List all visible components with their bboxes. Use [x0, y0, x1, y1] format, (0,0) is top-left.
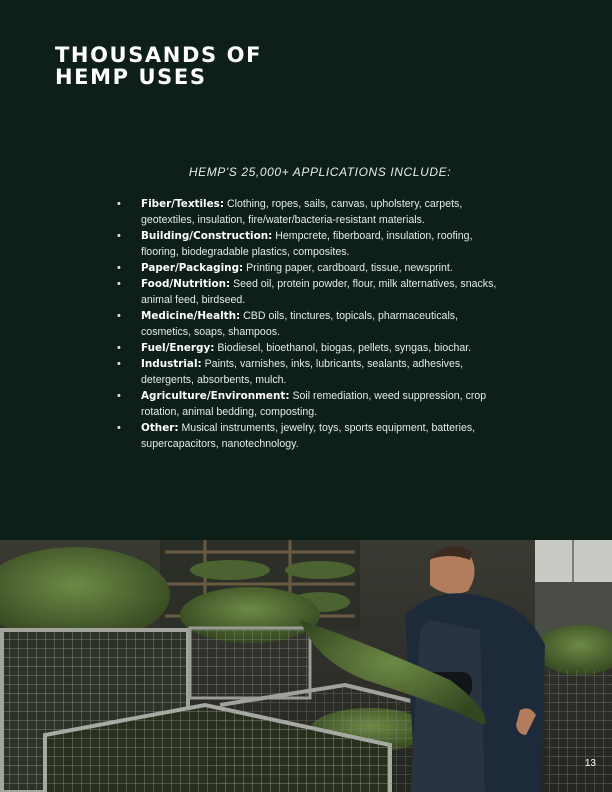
- item-label: Paper/Packaging:: [141, 262, 244, 274]
- list-item: [115, 276, 505, 308]
- item-text: Soil remediation, weed suppression, crop rotation, animal bedding, composting.: [141, 390, 487, 418]
- list-item: [115, 260, 505, 276]
- item-text: Clothing, ropes, sails, canvas, upholstery, carpets, geotextiles, insulation, fire/water/bacteria-resistant materials.: [141, 198, 463, 226]
- list-item: [115, 340, 505, 356]
- item-text: Musical instruments, jewelry, toys, sports equipment, batteries, supercapacitors, nanotechnology.: [141, 422, 476, 450]
- item-label: Medicine/Health:: [141, 310, 241, 322]
- item-text: Biodiesel, bioethanol, biogas, pellets, syngas, biochar.: [214, 342, 472, 354]
- list-item: [115, 388, 505, 420]
- item-text: Hempcrete, fiberboard, insulation, roofing, flooring, biodegradable plastics, composites.: [141, 230, 473, 258]
- item-label: Other:: [141, 422, 179, 434]
- item-label: Fiber/Textiles:: [141, 198, 224, 210]
- applications-list: [115, 196, 505, 452]
- list-item: [115, 228, 505, 260]
- item-text: CBD oils, tinctures, topicals, pharmaceuticals, cosmetics, soaps, shampoos.: [141, 310, 459, 338]
- list-item: [115, 356, 505, 388]
- item-text: Seed oil, protein powder, flour, milk alternatives, snacks, animal feed, birdseed.: [141, 278, 497, 306]
- list-item: [115, 196, 505, 228]
- hemp-harvest-photo: [0, 540, 612, 792]
- list-item: [115, 308, 505, 340]
- item-text: Paints, varnishes, inks, lubricants, sealants, adhesives, detergents, absorbents, mulch.: [141, 358, 464, 386]
- item-label: Building/Construction:: [141, 230, 273, 242]
- item-label: Fuel/Energy:: [141, 342, 215, 354]
- page-number: 13: [584, 758, 596, 769]
- title-line-2: HEMP USES: [55, 65, 207, 89]
- item-label: Food/Nutrition:: [141, 278, 231, 290]
- title-line-1: THOUSANDS OF: [55, 43, 263, 67]
- item-label: Agriculture/Environment:: [141, 390, 290, 402]
- item-text: Printing paper, cardboard, tissue, newsprint.: [243, 262, 453, 274]
- list-item: [115, 420, 505, 452]
- section-subtitle: HEMP'S 25,000+ APPLICATIONS INCLUDE:: [188, 165, 452, 179]
- item-label: Industrial:: [141, 358, 202, 370]
- page-title: [55, 44, 262, 88]
- photo-illustration: [0, 540, 612, 792]
